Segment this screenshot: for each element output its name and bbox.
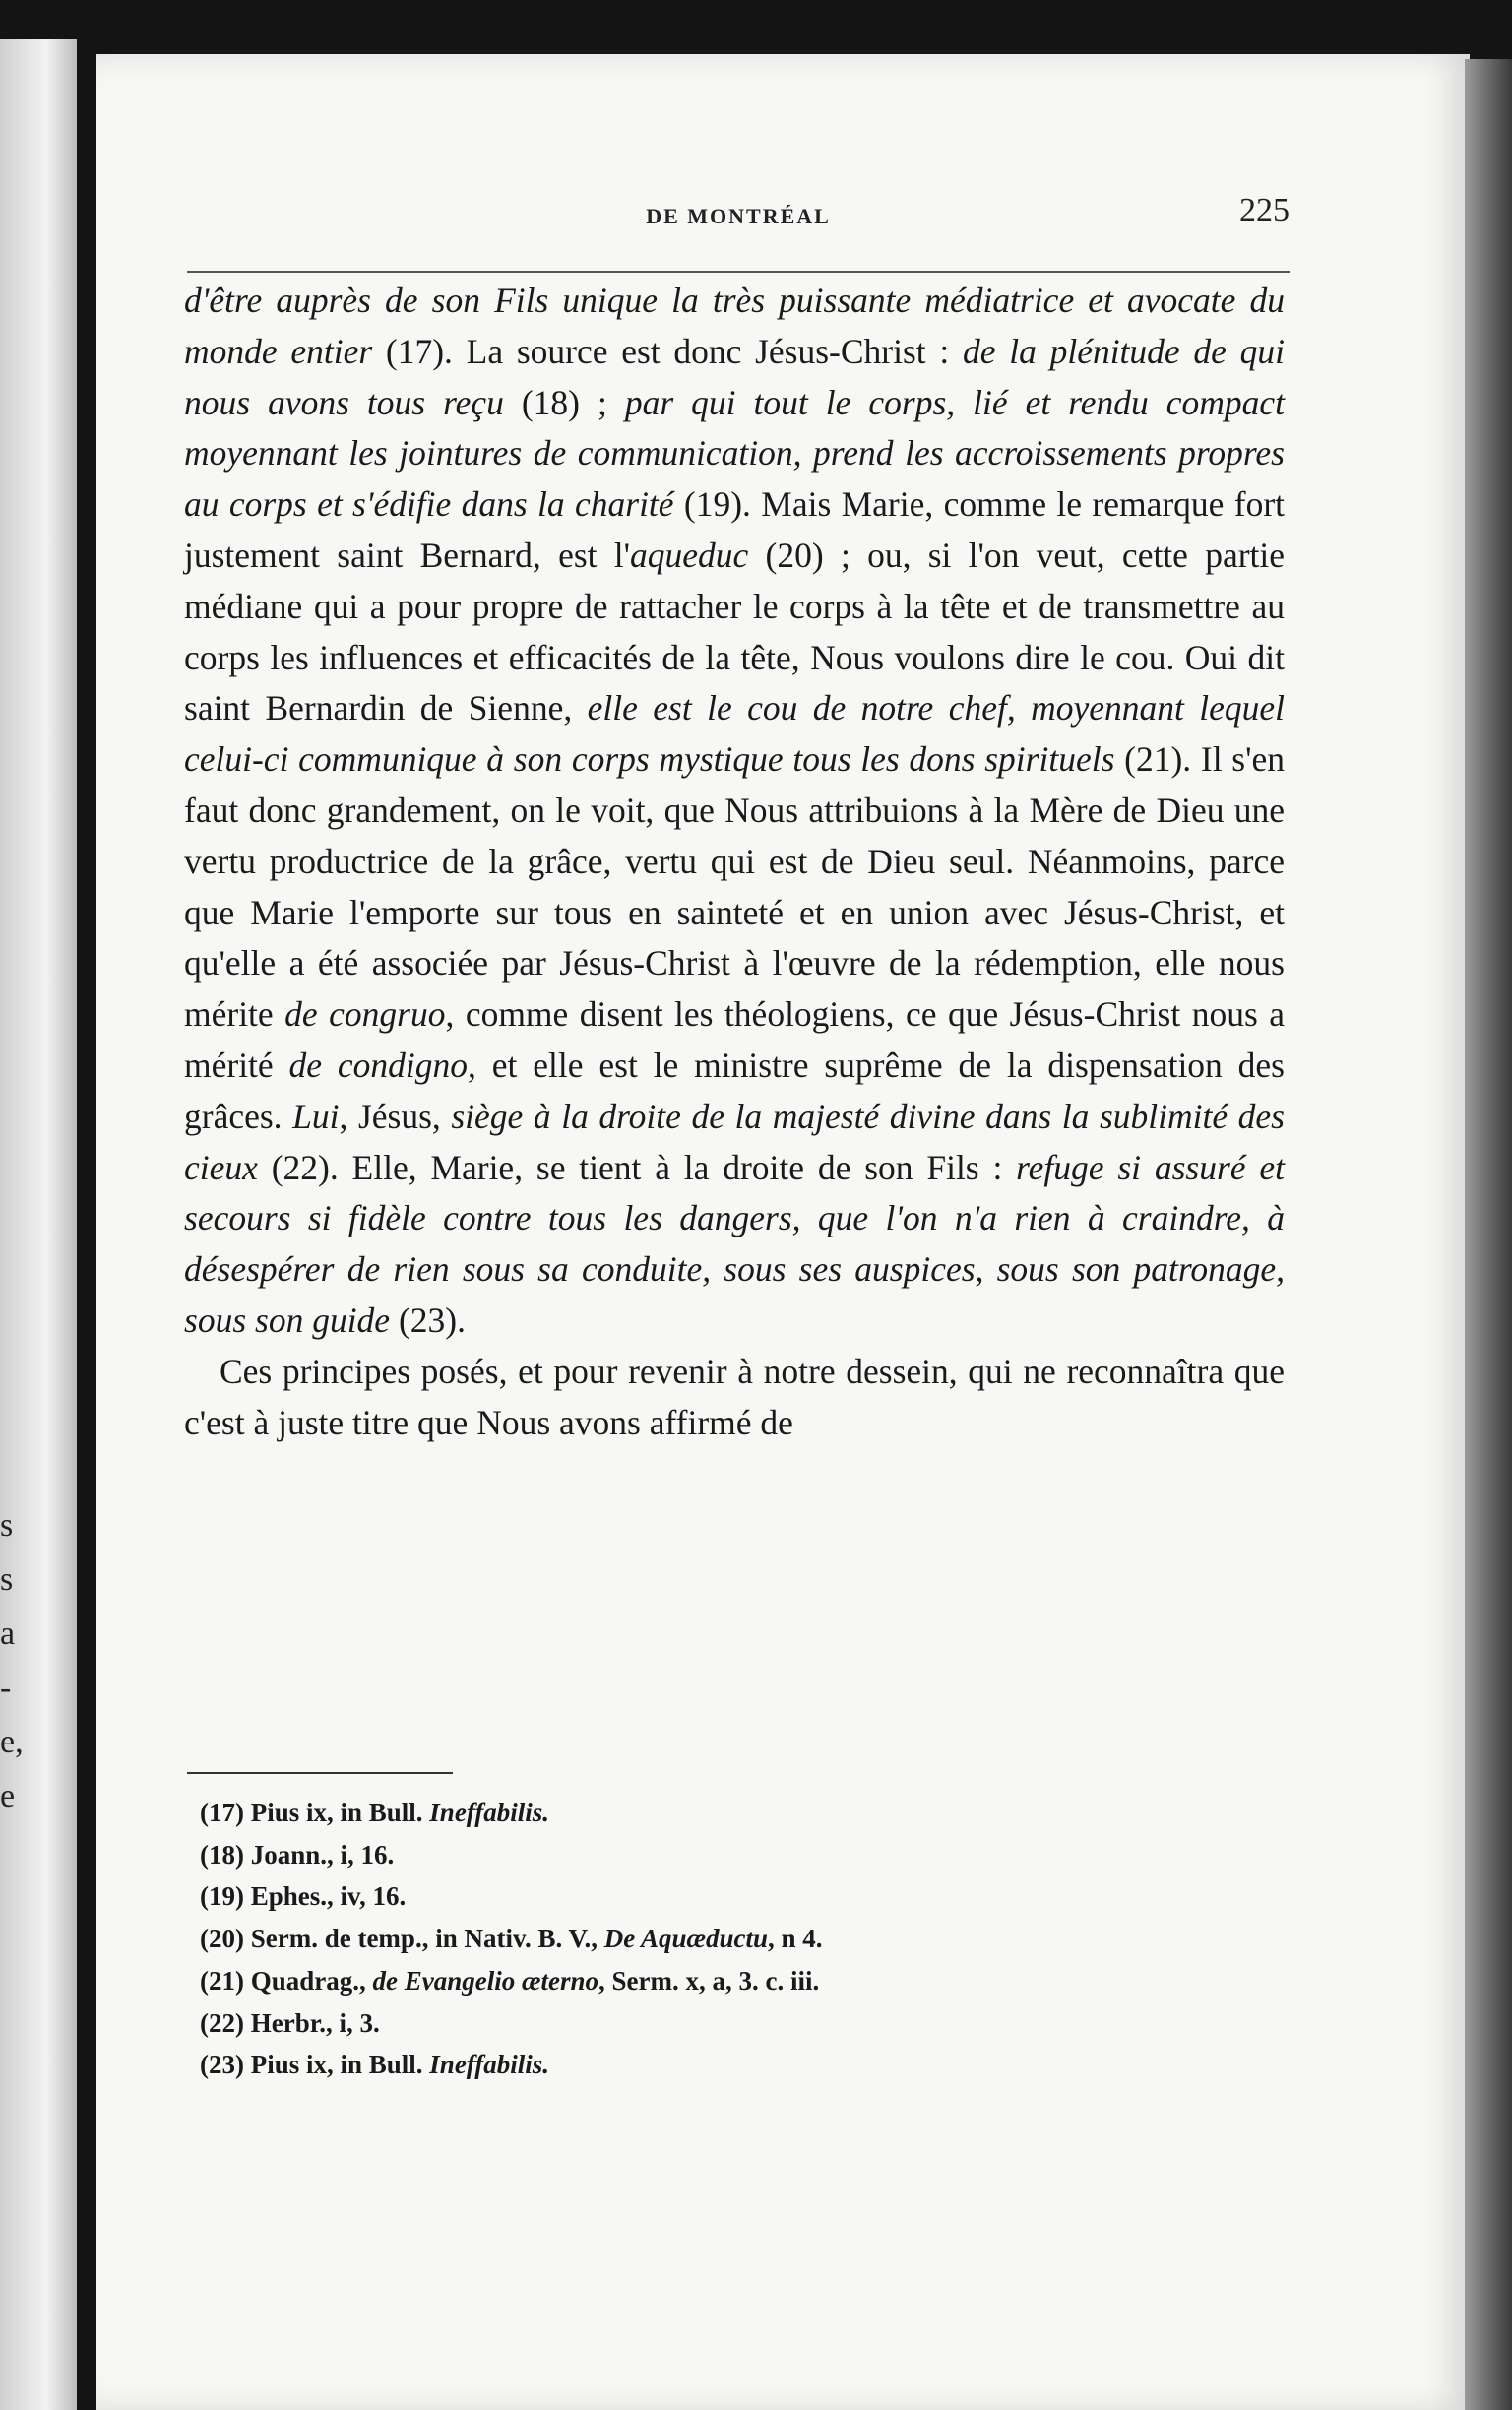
previous-page-letter: a	[0, 1616, 16, 1652]
page-right-edge-shadow	[1465, 59, 1512, 2410]
text-run: , Serm. x, a, 3. c. iii.	[598, 1965, 820, 1996]
footnote-22	[200, 2002, 1233, 2045]
text-run: (22). Elle, Marie, se tient à la droite de son Fils :	[257, 1147, 1017, 1187]
italic-text-run: de condigno	[288, 1045, 469, 1085]
previous-page-letters	[0, 1506, 24, 1831]
paragraph-2	[184, 1347, 1285, 1449]
text-run: (21). Il s'en faut donc grandement, on le voit, que Nous attribuions à la Mère de Dieu une vertu productrice de la grâce, vertu qui est de Dieu seul. Néanmoins, parce que Marie l'emporte sur tous en sainteté et en union avec Jésus-Christ, et qu'elle a été associée par Jésus-Christ à l'œuvre de la rédemption, elle nous mérite	[184, 739, 1286, 1035]
footnote-23	[200, 2044, 1233, 2086]
text-run: , et elle est le ministre suprême de la dispensation des grâces.	[184, 1045, 1285, 1136]
footnote-rule	[187, 1772, 453, 1774]
italic-text-run: de congruo	[284, 994, 446, 1035]
header-rule	[187, 271, 1290, 273]
italic-text-run: aqueduc	[630, 535, 749, 575]
italic-text-run: Ineffabilis.	[429, 2050, 550, 2080]
text-run: , Jésus,	[339, 1096, 452, 1136]
text-run: (17) Pius ix, in Bull.	[200, 1798, 430, 1827]
italic-text-run: Lui	[292, 1096, 340, 1136]
text-run: (19) Ephes., iv, 16.	[200, 1881, 407, 1912]
previous-page-letter: -	[0, 1670, 12, 1706]
running-head: DE MONTRÉAL	[646, 204, 831, 228]
italic-text-run: siège à la droite de la majesté divine dans la sublimité des cieux	[184, 1096, 1286, 1187]
footnotes	[200, 1792, 1233, 2086]
footnote-18	[200, 1834, 1233, 1876]
italic-text-run: elle est le cou de notre chef, moyennant lequel celui-ci communique à son corps mystique tous les dons spirituels	[184, 688, 1285, 780]
previous-page-letter: s	[0, 1561, 14, 1598]
text-run: , comme disent les théologiens, ce que Jésus-Christ nous a mérité	[184, 994, 1285, 1085]
previous-page-letter: s	[0, 1507, 14, 1544]
footnote-19	[200, 1875, 1233, 1918]
text-run: (23) Pius ix, in Bull.	[200, 2050, 430, 2080]
text-run: (23).	[390, 1300, 466, 1340]
italic-text-run: Ineffabilis.	[429, 1798, 550, 1827]
text-run: (19). Mais Marie, comme le remarque fort justement saint Bernard, est l'	[184, 484, 1286, 575]
previous-page-edge	[0, 39, 77, 2410]
text-run: (18) Joann., i, 16.	[200, 1839, 395, 1870]
text-run: (21) Quadrag.,	[200, 1965, 373, 1996]
text-run: (20) ; ou, si l'on veut, cette partie médiane qui a pour propre de rattacher le corps à la tête et de transmettre au corps les influences et efficacités de la tête, Nous voulons dire le cou. Oui dit saint Bernardin de Sienne,	[184, 535, 1286, 729]
footnote-17	[200, 1792, 1233, 1834]
body-text	[184, 276, 1285, 1448]
text-run: (22) Herbr., i, 3.	[200, 2007, 380, 2038]
text-run: (20) Serm. de temp., in Nativ. B. V.,	[200, 1924, 604, 1954]
paragraph-1	[184, 276, 1285, 1347]
text-run: (17). La source est donc Jésus-Christ :	[372, 331, 963, 371]
footnote-21	[200, 1960, 1233, 2002]
text-run: Ces principes posés, et pour revenir à notre dessein, qui ne reconnaîtra que c'est à juste titre que Nous avons affirmé de	[184, 1351, 1285, 1442]
footnote-20	[200, 1918, 1233, 1960]
text-run: , n 4.	[768, 1924, 823, 1954]
page-header	[187, 192, 1290, 241]
previous-page-letter: e	[0, 1778, 16, 1814]
italic-text-run: par qui tout le corps, lié et rendu compact moyennant les jointures de communication, prend les accroissements propres au corps et s'édifie dans la charité	[184, 382, 1285, 525]
page-number: 225	[1239, 192, 1290, 228]
italic-text-run: De Aquæductu	[603, 1924, 769, 1954]
text-run: (18) ;	[503, 382, 625, 422]
italic-text-run: d'être auprès de son Fils unique la très puissante médiatrice et avocate du monde entier	[184, 281, 1285, 371]
previous-page-letter: e,	[0, 1724, 24, 1760]
italic-text-run: de Evangelio æterno	[372, 1965, 598, 1996]
italic-text-run: de la plénitude de qui nous avons tous reçu	[184, 331, 1286, 422]
italic-text-run: refuge si assuré et secours si fidèle contre tous les dangers, que l'on n'a rien à craindre, à désespérer de rien sous sa conduite, sous ses auspices, sous son patronage, sous son guide	[184, 1147, 1285, 1340]
